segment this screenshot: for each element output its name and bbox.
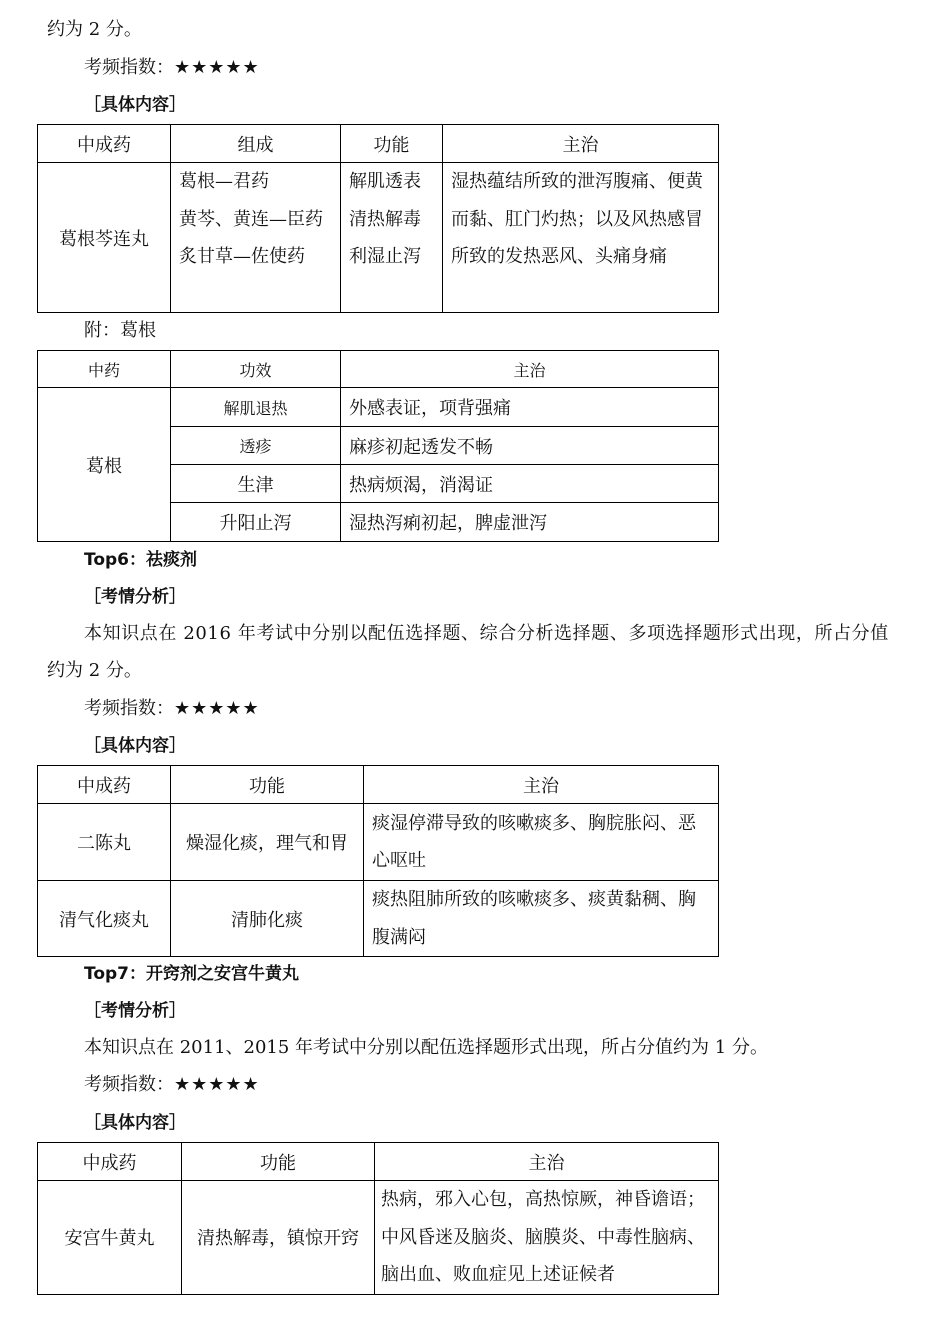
composition-line: 葛根—君药	[179, 171, 269, 192]
header-cell: 功能	[182, 1143, 375, 1181]
header-cell: 功效	[171, 351, 341, 388]
header-cell: 主治	[341, 351, 719, 388]
function-cell: 燥湿化痰，理气和胃	[171, 804, 364, 881]
function-cell: 清肺化痰	[171, 881, 364, 957]
header-cell: 中成药	[38, 125, 171, 163]
header-cell: 功能	[341, 125, 443, 163]
analysis-heading: ［考情分析］	[84, 1001, 186, 1021]
indication-cell: 湿热蕴结所致的泄泻腹痛、便黄而黏、肛门灼热；以及风热感冒所致的发热恶风、头痛身痛	[443, 163, 719, 313]
header-cell: 中成药	[38, 766, 171, 804]
formula-name: 清气化痰丸	[38, 881, 171, 957]
header-cell: 中成药	[38, 1143, 182, 1181]
indication-cell: 痰热阻肺所致的咳嗽痰多、痰黄黏稠、胸腹满闷	[364, 881, 719, 957]
freq-line	[84, 699, 260, 719]
header-cell: 主治	[375, 1143, 719, 1181]
section-title-top6: Top6：祛痰剂	[84, 550, 198, 570]
function-cell: 清热解毒，镇惊开窍	[182, 1181, 375, 1295]
freq-line	[84, 58, 260, 78]
analysis-text-line1: 本知识点在 2011、2015 年考试中分别以配伍选择题形式出现，所占分值约为 1 分。	[84, 1037, 768, 1058]
effect-cell: 透疹	[171, 427, 341, 465]
freq-label: 考频指数：	[84, 1074, 174, 1095]
freq-stars: ★★★★★	[174, 1074, 260, 1095]
function-line: 清热解毒	[349, 208, 421, 230]
function-line: 利湿止泻	[349, 246, 421, 267]
indication-cell: 痰湿停滞导致的咳嗽痰多、胸脘胀闷、恶心呕吐	[364, 804, 719, 881]
formula-name: 安宫牛黄丸	[38, 1181, 182, 1295]
freq-line	[84, 1075, 260, 1095]
analysis-text-line1: 本知识点在 2016 年考试中分别以配伍选择题、综合分析选择题、多项选择题形式出现，所占分值	[84, 623, 889, 644]
effect-cell: 解肌退热	[171, 388, 341, 427]
header-cell: 主治	[364, 766, 719, 804]
content-heading: ［具体内容］	[84, 1113, 186, 1133]
header-cell: 组成	[171, 125, 341, 163]
appendix-label: 附：葛根	[84, 320, 156, 341]
freq-stars: ★★★★★	[174, 57, 260, 78]
herb-indication-cell: 外感表证，项背强痛	[341, 388, 719, 427]
formula-name: 葛根芩连丸	[38, 163, 171, 313]
intro-tail: 约为 2 分。	[47, 19, 142, 40]
composition-line: 炙甘草—佐使药	[179, 246, 305, 267]
formula-table-angong	[37, 1142, 719, 1295]
function-line: 解肌透表	[349, 171, 421, 192]
herb-table-gegen	[37, 350, 719, 542]
freq-label: 考频指数：	[84, 698, 174, 719]
effect-cell: 生津	[171, 465, 341, 503]
herb-indication-cell: 麻疹初起透发不畅	[341, 427, 719, 465]
composition-cell	[171, 163, 341, 313]
effect-cell: 升阳止泻	[171, 503, 341, 542]
formula-name: 二陈丸	[38, 804, 171, 881]
analysis-heading: ［考情分析］	[84, 587, 186, 607]
header-cell: 中药	[38, 351, 171, 388]
herb-indication-cell: 热病烦渴，消渴证	[341, 465, 719, 503]
freq-stars: ★★★★★	[174, 698, 260, 719]
header-cell: 主治	[443, 125, 719, 163]
indication-cell: 热病，邪入心包，高热惊厥，神昏谵语；中风昏迷及脑炎、脑膜炎、中毒性脑病、脑出血、败血症见上述证候者	[375, 1181, 719, 1295]
herb-name: 葛根	[38, 388, 171, 542]
formula-table-phlegm	[37, 765, 719, 957]
herb-indication-cell: 湿热泻痢初起，脾虚泄泻	[341, 503, 719, 542]
freq-label: 考频指数：	[84, 57, 174, 78]
composition-line: 黄芩、黄连—臣药	[179, 208, 323, 230]
formula-table-gegen	[37, 124, 719, 313]
content-heading: ［具体内容］	[84, 736, 186, 756]
section-title-top7: Top7：开窍剂之安宫牛黄丸	[84, 964, 300, 984]
analysis-text-line2: 约为 2 分。	[47, 660, 142, 681]
content-heading: ［具体内容］	[84, 95, 186, 115]
function-cell	[341, 163, 443, 313]
header-cell: 功能	[171, 766, 364, 804]
